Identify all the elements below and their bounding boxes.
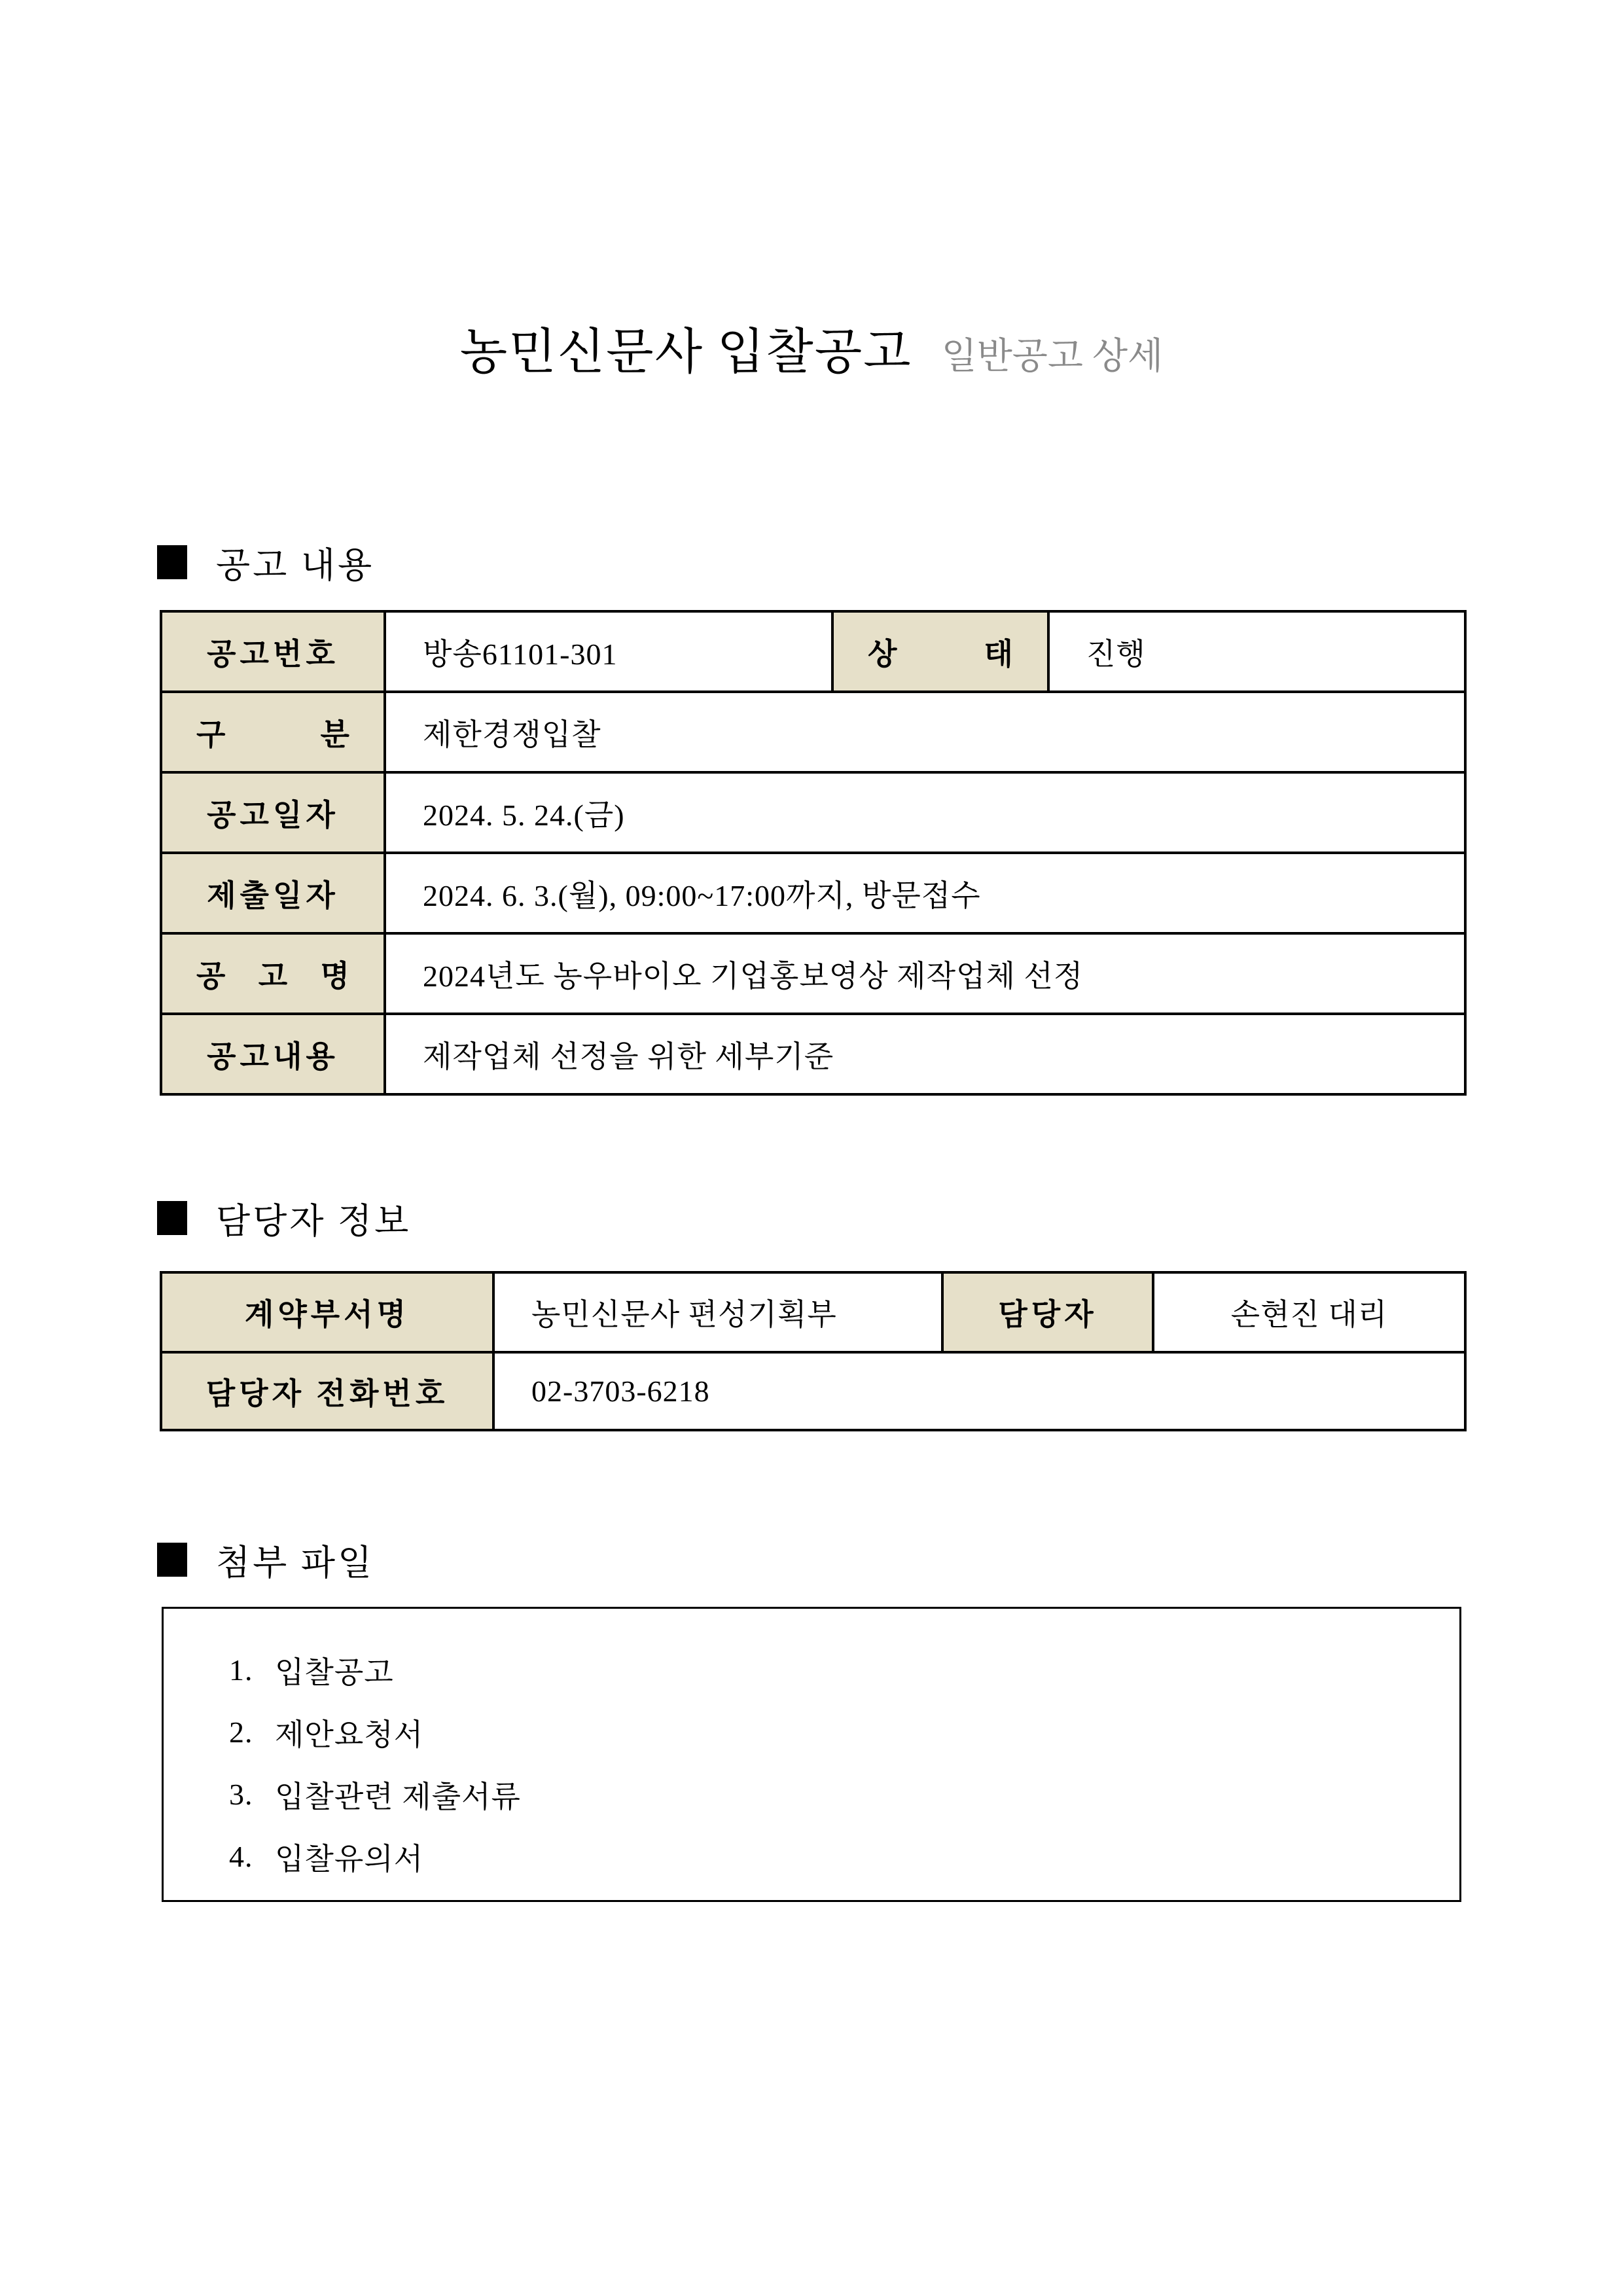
- attachment-item: [229, 1639, 1459, 1701]
- manager-label: 담당자: [942, 1272, 1153, 1352]
- notice-date-label: 공고일자: [161, 772, 385, 853]
- section-heading-attachments: [157, 1539, 375, 1583]
- attachment-number: 3.: [229, 1778, 253, 1811]
- manager-value: 손현진 대리: [1153, 1272, 1465, 1352]
- notice-content-label: 공고내용: [161, 1014, 385, 1094]
- attachment-name: 입찰유의서: [275, 1842, 424, 1876]
- attachment-number: 2.: [229, 1715, 253, 1749]
- page-title: 농민신문사 입찰공고: [459, 325, 912, 380]
- notice-name-value: 2024년도 농우바이오 기업홍보영상 제작업체 선정: [385, 933, 1465, 1014]
- dept-value: 농민신문사 편성기획부: [493, 1272, 942, 1352]
- notice-name-label: 공 고 명: [161, 933, 385, 1014]
- page-subtitle: 일반공고 상세: [941, 336, 1164, 377]
- submit-date-label: 제출일자: [161, 853, 385, 933]
- section-heading-contact: [157, 1198, 412, 1241]
- table-row: [161, 611, 1465, 692]
- status-label: 상 태: [832, 611, 1048, 692]
- table-row: [161, 1352, 1465, 1430]
- table-row: [161, 772, 1465, 853]
- status-value: 진행: [1048, 611, 1465, 692]
- category-label: 구 분: [161, 692, 385, 772]
- square-bullet-icon: [157, 1543, 187, 1577]
- attachment-item: [229, 1701, 1459, 1763]
- section-heading-notice: [157, 542, 374, 583]
- submit-date-value: 2024. 6. 3.(월), 09:00~17:00까지, 방문접수: [385, 853, 1465, 933]
- table-row: [161, 692, 1465, 772]
- attachment-list-box: [162, 1607, 1461, 1902]
- attachment-name: 입찰관련 제출서류: [275, 1780, 521, 1814]
- contact-table: [160, 1271, 1467, 1431]
- attachment-item: [229, 1825, 1459, 1888]
- announcement-no-label: 공고번호: [161, 611, 385, 692]
- table-row: [161, 1272, 1465, 1352]
- notice-table: [160, 610, 1467, 1096]
- title-block: [0, 313, 1623, 383]
- attachment-item: [229, 1763, 1459, 1825]
- phone-label: 담당자 전화번호: [161, 1352, 493, 1430]
- section-title-contact: 담당자 정보: [216, 1201, 412, 1241]
- table-row: [161, 933, 1465, 1014]
- category-value: 제한경쟁입찰: [385, 692, 1465, 772]
- square-bullet-icon: [157, 1201, 187, 1235]
- square-bullet-icon: [157, 545, 187, 579]
- announcement-no-value: 방송61101-301: [385, 611, 832, 692]
- phone-value: 02-3703-6218: [493, 1352, 1465, 1430]
- attachment-number: 4.: [229, 1840, 253, 1873]
- table-row: [161, 853, 1465, 933]
- table-row: [161, 1014, 1465, 1094]
- attachment-number: 1.: [229, 1653, 253, 1687]
- notice-date-value: 2024. 5. 24.(금): [385, 772, 1465, 853]
- section-title-attachments: 첨부 파일: [216, 1543, 375, 1583]
- attachment-name: 제안요청서: [275, 1717, 424, 1751]
- notice-content-value: 제작업체 선정을 위한 세부기준: [385, 1014, 1465, 1094]
- dept-label: 계약부서명: [161, 1272, 493, 1352]
- section-title-notice: 공고 내용: [216, 545, 375, 585]
- attachment-name: 입찰공고: [275, 1655, 394, 1689]
